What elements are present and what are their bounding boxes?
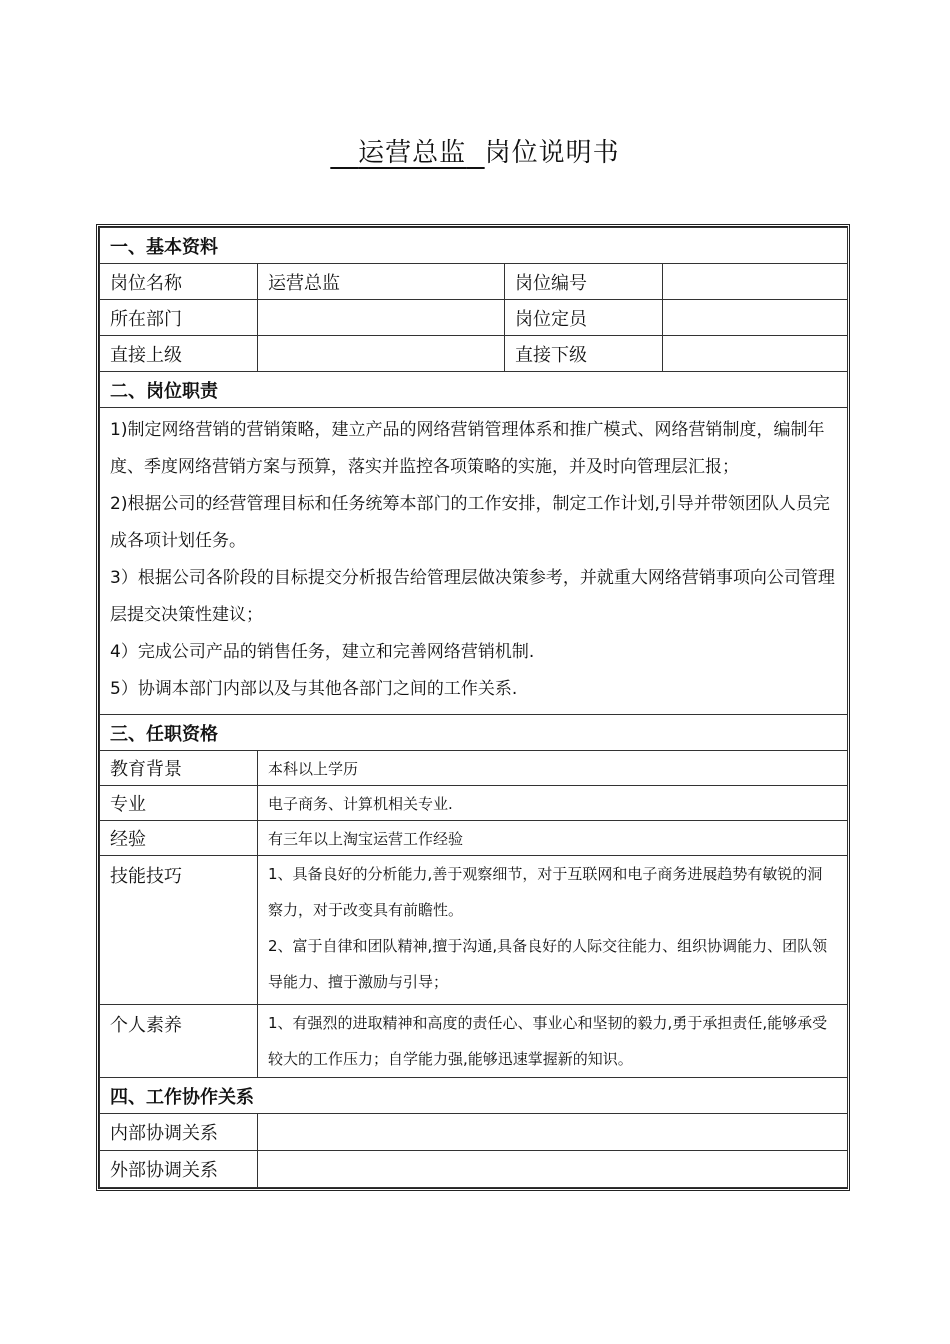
- label-internal-relations: 内部协调关系: [100, 1114, 258, 1151]
- table-row: [100, 751, 848, 786]
- section-cooperation-heading: 四、工作协作关系: [100, 1078, 848, 1114]
- label-direct-superior: 直接上级: [100, 336, 258, 372]
- value-external-relations: [258, 1151, 848, 1188]
- table-row: [100, 264, 848, 300]
- label-skills: 技能技巧: [100, 856, 258, 1005]
- skill-item: 1、具备良好的分析能力,善于观察细节，对于互联网和电子商务进展趋势有敏锐的洞察力，对于改变具有前瞻性。: [268, 865, 823, 919]
- label-position-code: 岗位编号: [505, 264, 663, 300]
- duties-list: [100, 408, 848, 715]
- skill-item: 2、富于自律和团队精神,擅于沟通,具备良好的人际交往能力、组织协调能力、团队领导能力、擅于激励与引导；: [268, 937, 828, 991]
- table-row: [100, 1151, 848, 1188]
- value-internal-relations: [258, 1114, 848, 1151]
- value-direct-subordinate: [663, 336, 848, 372]
- label-direct-subordinate: 直接下级: [505, 336, 663, 372]
- value-direct-superior: [258, 336, 505, 372]
- table-row: [100, 786, 848, 821]
- job-description-sheet: [96, 224, 850, 1191]
- duty-item: 5）协调本部门内部以及与其他各部门之间的工作关系.: [110, 679, 518, 699]
- title-suffix: 岗位说明书: [484, 138, 620, 168]
- value-headcount: [663, 300, 848, 336]
- label-major: 专业: [100, 786, 258, 821]
- value-education: 本科以上学历: [258, 751, 848, 786]
- duty-item: 3）根据公司各阶段的目标提交分析报告给管理层做决策参考，并就重大网络营销事项向公司管理层提交决策性建议；: [110, 568, 835, 625]
- value-skills: [258, 856, 848, 1005]
- label-department: 所在部门: [100, 300, 258, 336]
- duty-item: 2)根据公司的经营管理目标和任务统筹本部门的工作安排，制定工作计划,引导并带领团队人员完成各项计划任务。: [110, 494, 830, 551]
- value-position-name: 运营总监: [258, 264, 505, 300]
- document-title: [0, 133, 950, 173]
- value-major: 电子商务、计算机相关专业.: [258, 786, 848, 821]
- duty-item: 4）完成公司产品的销售任务，建立和完善网络营销机制.: [110, 642, 535, 662]
- value-position-code: [663, 264, 848, 300]
- table-row: [100, 1114, 848, 1151]
- label-experience: 经验: [100, 821, 258, 856]
- label-education: 教育背景: [100, 751, 258, 786]
- label-headcount: 岗位定员: [505, 300, 663, 336]
- value-experience: 有三年以上淘宝运营工作经验: [258, 821, 848, 856]
- table-row: [100, 856, 848, 1005]
- value-department: [258, 300, 505, 336]
- job-description-table: [99, 227, 848, 1188]
- table-row: [100, 300, 848, 336]
- label-position-name: 岗位名称: [100, 264, 258, 300]
- table-row: [100, 1005, 848, 1078]
- section-qualifications-heading: 三、任职资格: [100, 715, 848, 751]
- value-personal-quality: 1、有强烈的进取精神和高度的责任心、事业心和坚韧的毅力,勇于承担责任,能够承受较大的工作压力；自学能力强,能够迅速掌握新的知识。: [258, 1005, 848, 1078]
- title-position: 运营总监: [358, 138, 467, 168]
- table-row: [100, 821, 848, 856]
- table-row: [100, 336, 848, 372]
- section-basic-heading: 一、基本资料: [100, 228, 848, 264]
- label-external-relations: 外部协调关系: [100, 1151, 258, 1188]
- section-duties-heading: 二、岗位职责: [100, 372, 848, 408]
- label-personal-quality: 个人素养: [100, 1005, 258, 1078]
- duty-item: 1)制定网络营销的营销策略，建立产品的网络营销管理体系和推广模式、网络营销制度，编制年度、季度网络营销方案与预算，落实并监控各项策略的实施，并及时向管理层汇报；: [110, 420, 825, 477]
